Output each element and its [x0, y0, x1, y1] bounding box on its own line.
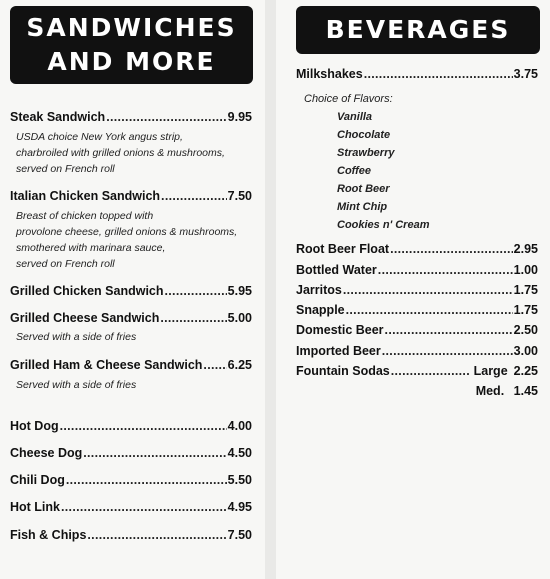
leader-dots — [87, 528, 226, 542]
item-name: Hot Dog — [10, 419, 59, 433]
leader-dots — [160, 311, 226, 325]
size-label-large: Large — [473, 364, 508, 378]
menu-item-fish-chips — [10, 528, 252, 542]
item-name: Steak Sandwich — [10, 110, 106, 124]
flavor-item: Root Beer — [337, 183, 390, 195]
leader-dots — [343, 283, 513, 297]
item-name: Chili Dog — [10, 473, 65, 487]
menu-item-snapple — [296, 303, 538, 317]
leader-dots — [390, 242, 513, 256]
leader-dots — [66, 473, 227, 487]
leader-dots — [60, 419, 227, 433]
item-price: 4.95 — [227, 500, 252, 514]
item-name: Imported Beer — [296, 344, 381, 358]
menu-item-grilled-chicken-sandwich — [10, 284, 252, 298]
item-price: 9.95 — [227, 110, 252, 124]
flavor-item: Vanilla — [337, 111, 373, 123]
leader-dots — [346, 303, 513, 317]
item-price: 2.95 — [513, 242, 538, 256]
item-name: Snapple — [296, 303, 345, 317]
item-name: Bottled Water — [296, 263, 377, 277]
menu-item-jarritos — [296, 283, 538, 297]
item-price: 3.75 — [513, 67, 538, 81]
leader-dots — [385, 323, 513, 337]
leader-dots — [203, 358, 226, 372]
fountain-sodas-medium — [476, 384, 538, 398]
item-name: Italian Chicken Sandwich — [10, 189, 161, 203]
leader-dots — [165, 284, 227, 298]
item-price: 1.00 — [513, 263, 538, 277]
item-description: Served with a side of fries — [16, 379, 137, 391]
item-name: Grilled Ham & Cheese Sandwich — [10, 358, 203, 372]
flavor-item: Mint Chip — [337, 201, 388, 213]
menu-item-milkshakes — [296, 67, 538, 81]
sandwiches-header-line1: SANDWICHES — [26, 13, 237, 42]
item-price: 6.25 — [227, 358, 252, 372]
item-price: 7.50 — [227, 189, 252, 203]
item-description: Served with a side of fries — [16, 331, 137, 343]
leader-dots — [106, 110, 226, 124]
item-price: 5.00 — [227, 311, 252, 325]
sandwiches-header — [10, 6, 253, 84]
item-name: Root Beer Float — [296, 242, 390, 256]
menu-item-grilled-cheese-sandwich — [10, 311, 252, 325]
menu-item-imported-beer — [296, 344, 538, 358]
item-description: Breast of chicken topped with provolone cheese, grilled onions & mushrooms, smothered with marinara sauce, served on French roll — [16, 210, 238, 270]
item-price-medium: 1.45 — [513, 384, 538, 398]
menu-item-italian-chicken-sandwich — [10, 189, 252, 203]
item-name: Fish & Chips — [10, 528, 87, 542]
beverages-header: BEVERAGES — [296, 6, 540, 54]
menu-item-fountain-sodas — [296, 364, 538, 378]
item-name: Cheese Dog — [10, 446, 83, 460]
leader-dots — [161, 189, 227, 203]
milkshake-flavors — [304, 90, 429, 234]
flavor-item: Strawberry — [337, 147, 395, 159]
size-label-medium: Med. — [475, 384, 505, 398]
menu-item-domestic-beer — [296, 323, 538, 337]
item-price: 7.50 — [227, 528, 252, 542]
leader-dots — [382, 344, 513, 358]
leader-dots — [364, 67, 513, 81]
item-price: 5.50 — [227, 473, 252, 487]
item-name: Domestic Beer — [296, 323, 384, 337]
item-name: Grilled Chicken Sandwich — [10, 284, 164, 298]
item-name: Fountain Sodas — [296, 364, 390, 378]
menu-item-chili-dog — [10, 473, 252, 487]
item-name: Hot Link — [10, 500, 60, 514]
menu-item-steak-sandwich — [10, 110, 252, 124]
flavor-item: Chocolate — [337, 129, 391, 141]
leader-dots — [61, 500, 227, 514]
menu-item-grilled-ham-cheese-sandwich — [10, 358, 252, 372]
item-name: Jarritos — [296, 283, 342, 297]
item-price-large: 2.25 — [513, 364, 538, 378]
item-description: USDA choice New York angus strip, charbroiled with grilled onions & mushrooms, served on French roll — [16, 131, 225, 175]
item-price: 1.75 — [513, 303, 538, 317]
item-name: Milkshakes — [296, 67, 363, 81]
leader-dots — [378, 263, 513, 277]
menu-item-bottled-water — [296, 263, 538, 277]
item-price: 3.00 — [513, 344, 538, 358]
sandwiches-panel — [0, 0, 265, 579]
leader-dots — [391, 364, 469, 378]
menu-item-cheese-dog — [10, 446, 252, 460]
beverages-panel — [276, 0, 550, 579]
flavors-label: Choice of Flavors: — [304, 93, 393, 105]
item-price: 4.50 — [227, 446, 252, 460]
item-price: 1.75 — [513, 283, 538, 297]
menu-item-hot-link — [10, 500, 252, 514]
item-name: Grilled Cheese Sandwich — [10, 311, 160, 325]
flavor-item: Coffee — [337, 165, 372, 177]
leader-dots — [83, 446, 226, 460]
sandwiches-header-line2: AND MORE — [47, 47, 216, 76]
flavor-item: Cookies n' Cream — [337, 219, 430, 231]
menu-item-root-beer-float — [296, 242, 538, 256]
item-price: 5.95 — [227, 284, 252, 298]
item-price: 2.50 — [513, 323, 538, 337]
item-price: 4.00 — [227, 419, 252, 433]
menu-item-hot-dog — [10, 419, 252, 433]
